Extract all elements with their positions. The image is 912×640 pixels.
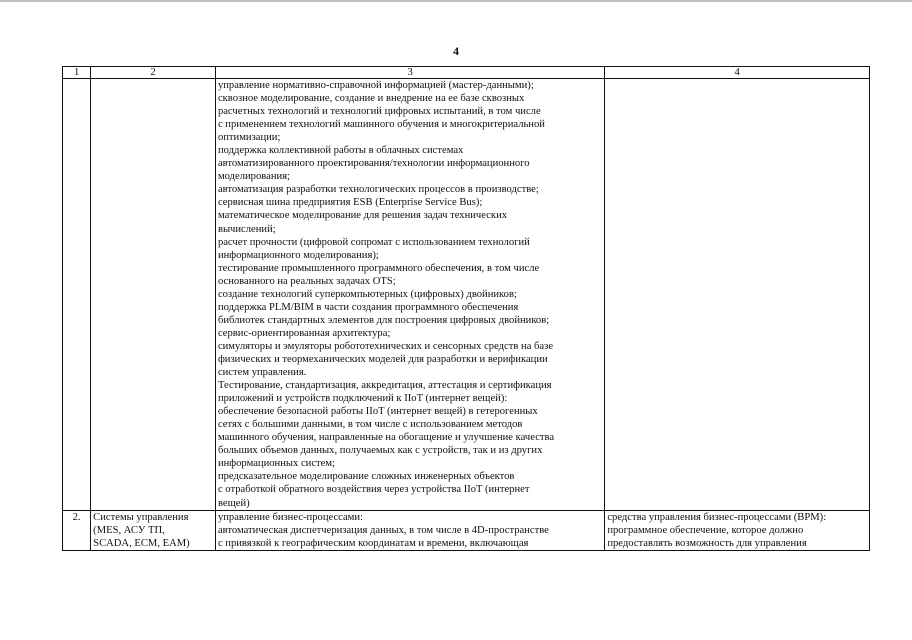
cell-text-line: поддержка PLM/BIM в части создания программного обеспечения (217, 301, 519, 313)
cell-text-line: программное обеспечение, которое должно (607, 524, 804, 536)
cell-text-line: сетях с большими данными, в том числе с использованием методов (217, 419, 523, 431)
row1-software-cell (605, 79, 870, 511)
cell-text-line: обеспечение безопасной работы IIoT (интернет вещей) в гетерогенных (217, 406, 538, 418)
cell-text-line: создание технологий суперкомпьютерных (цифровых) двойников; (217, 288, 517, 300)
cell-text-line: симуляторы и эмуляторы робототехнических и сенсорных средств на базе (217, 340, 554, 352)
cell-text-line: сервис-ориентированная архитектура; (217, 327, 391, 339)
cell-text-line: вещей) (217, 497, 250, 509)
page-number: 4 (453, 44, 459, 58)
cell-text-line: математическое моделирование для решения задач технических (217, 210, 508, 222)
cell-text-line: Тестирование, стандартизация, аккредитация, аттестация и сертификация (217, 380, 552, 392)
cell-text-line: сквозное моделирование, создание и внедрение на ее базе сквозных (217, 93, 525, 105)
table-row (63, 510, 870, 550)
cell-text-line: (MES, АСУ ТП, (93, 524, 165, 536)
cell-text-line: управление нормативно-справочной информацией (мастер-данными); (217, 80, 534, 91)
cell-text-line: с применением технологий машинного обучения и многокритериальной (217, 119, 545, 131)
cell-text-line: с отработкой обратного воздействия через устройства IIoT (интернет (217, 484, 530, 496)
cell-text-line: информационных систем; (217, 458, 335, 470)
table-row (63, 79, 870, 511)
cell-text-line: основанного на реальных задачах OTS; (217, 275, 396, 287)
row2-software-cell (605, 510, 870, 550)
cell-text-line: расчетных технологий и технологий цифровых испытаний, в том числе (217, 106, 541, 118)
header-cell-1: 1 (63, 67, 91, 79)
cell-text-line: тестирование промышленного программного обеспечения, в том числе (217, 262, 540, 274)
row1-number-cell (63, 79, 91, 511)
cell-text-line: средства управления бизнес-процессами (BPM): (607, 511, 827, 523)
row2-system-cell (91, 510, 216, 550)
cell-text-line: автоматическая диспетчеризация данных, в том числе в 4D-пространстве (217, 524, 549, 536)
cell-text-line: сервисная шина предприятия ESB (Enterprise Service Bus); (217, 197, 483, 209)
cell-text-line: информационного моделирования); (217, 249, 379, 261)
cell-text-line: расчет прочности (цифровой сопромат с использованием технологий (217, 236, 530, 248)
cell-text-line: приложений и устройств подключений к IIoT (интернет вещей): (217, 393, 508, 405)
header-cell-2: 2 (91, 67, 216, 79)
cell-text-line: автоматизированного проектирования/технологии информационного (217, 158, 530, 170)
row2-functions-cell (215, 510, 604, 550)
row2-number-cell: 2. (63, 510, 91, 550)
cell-text-line: физических и теормеханических моделей для разработки и верификации (217, 353, 548, 365)
row1-system-cell (91, 79, 216, 511)
table-header-row (63, 67, 870, 79)
cell-text-line: моделирования; (217, 171, 290, 183)
cell-text-line: предоставлять возможность для управления (607, 537, 807, 549)
cell-text-line: машинного обучения, направленные на обогащение и улучшение качества (217, 432, 555, 444)
cell-text-line: Системы управления (93, 511, 189, 523)
cell-text-line: SCADA, ECM, EAM) (93, 537, 190, 549)
cell-text-line: управление бизнес-процессами: (217, 511, 364, 523)
header-cell-4: 4 (605, 67, 870, 79)
cell-text-line: оптимизации; (217, 132, 281, 144)
cell-text-line: автоматизация разработки технологических процессов в производстве; (217, 184, 539, 196)
cell-text-line: библиотек стандартных элементов для построения цифровых двойников; (217, 314, 550, 326)
cell-text-line: с привязкой к географическим координатам и времени, включающая (217, 537, 529, 549)
cell-text-line: предсказательное моделирование сложных инженерных объектов (217, 471, 515, 483)
row1-functions-cell (215, 79, 604, 511)
cell-text-line: систем управления. (217, 367, 307, 379)
header-cell-3: 3 (215, 67, 604, 79)
top-edge-line (0, 0, 912, 2)
cell-text-line: больших объемов данных, получаемых как с устройств, так и из других (217, 445, 543, 457)
content-table (62, 66, 870, 551)
cell-text-line: поддержка коллективной работы в облачных системах (217, 145, 464, 157)
cell-text-line: вычислений; (217, 223, 276, 235)
